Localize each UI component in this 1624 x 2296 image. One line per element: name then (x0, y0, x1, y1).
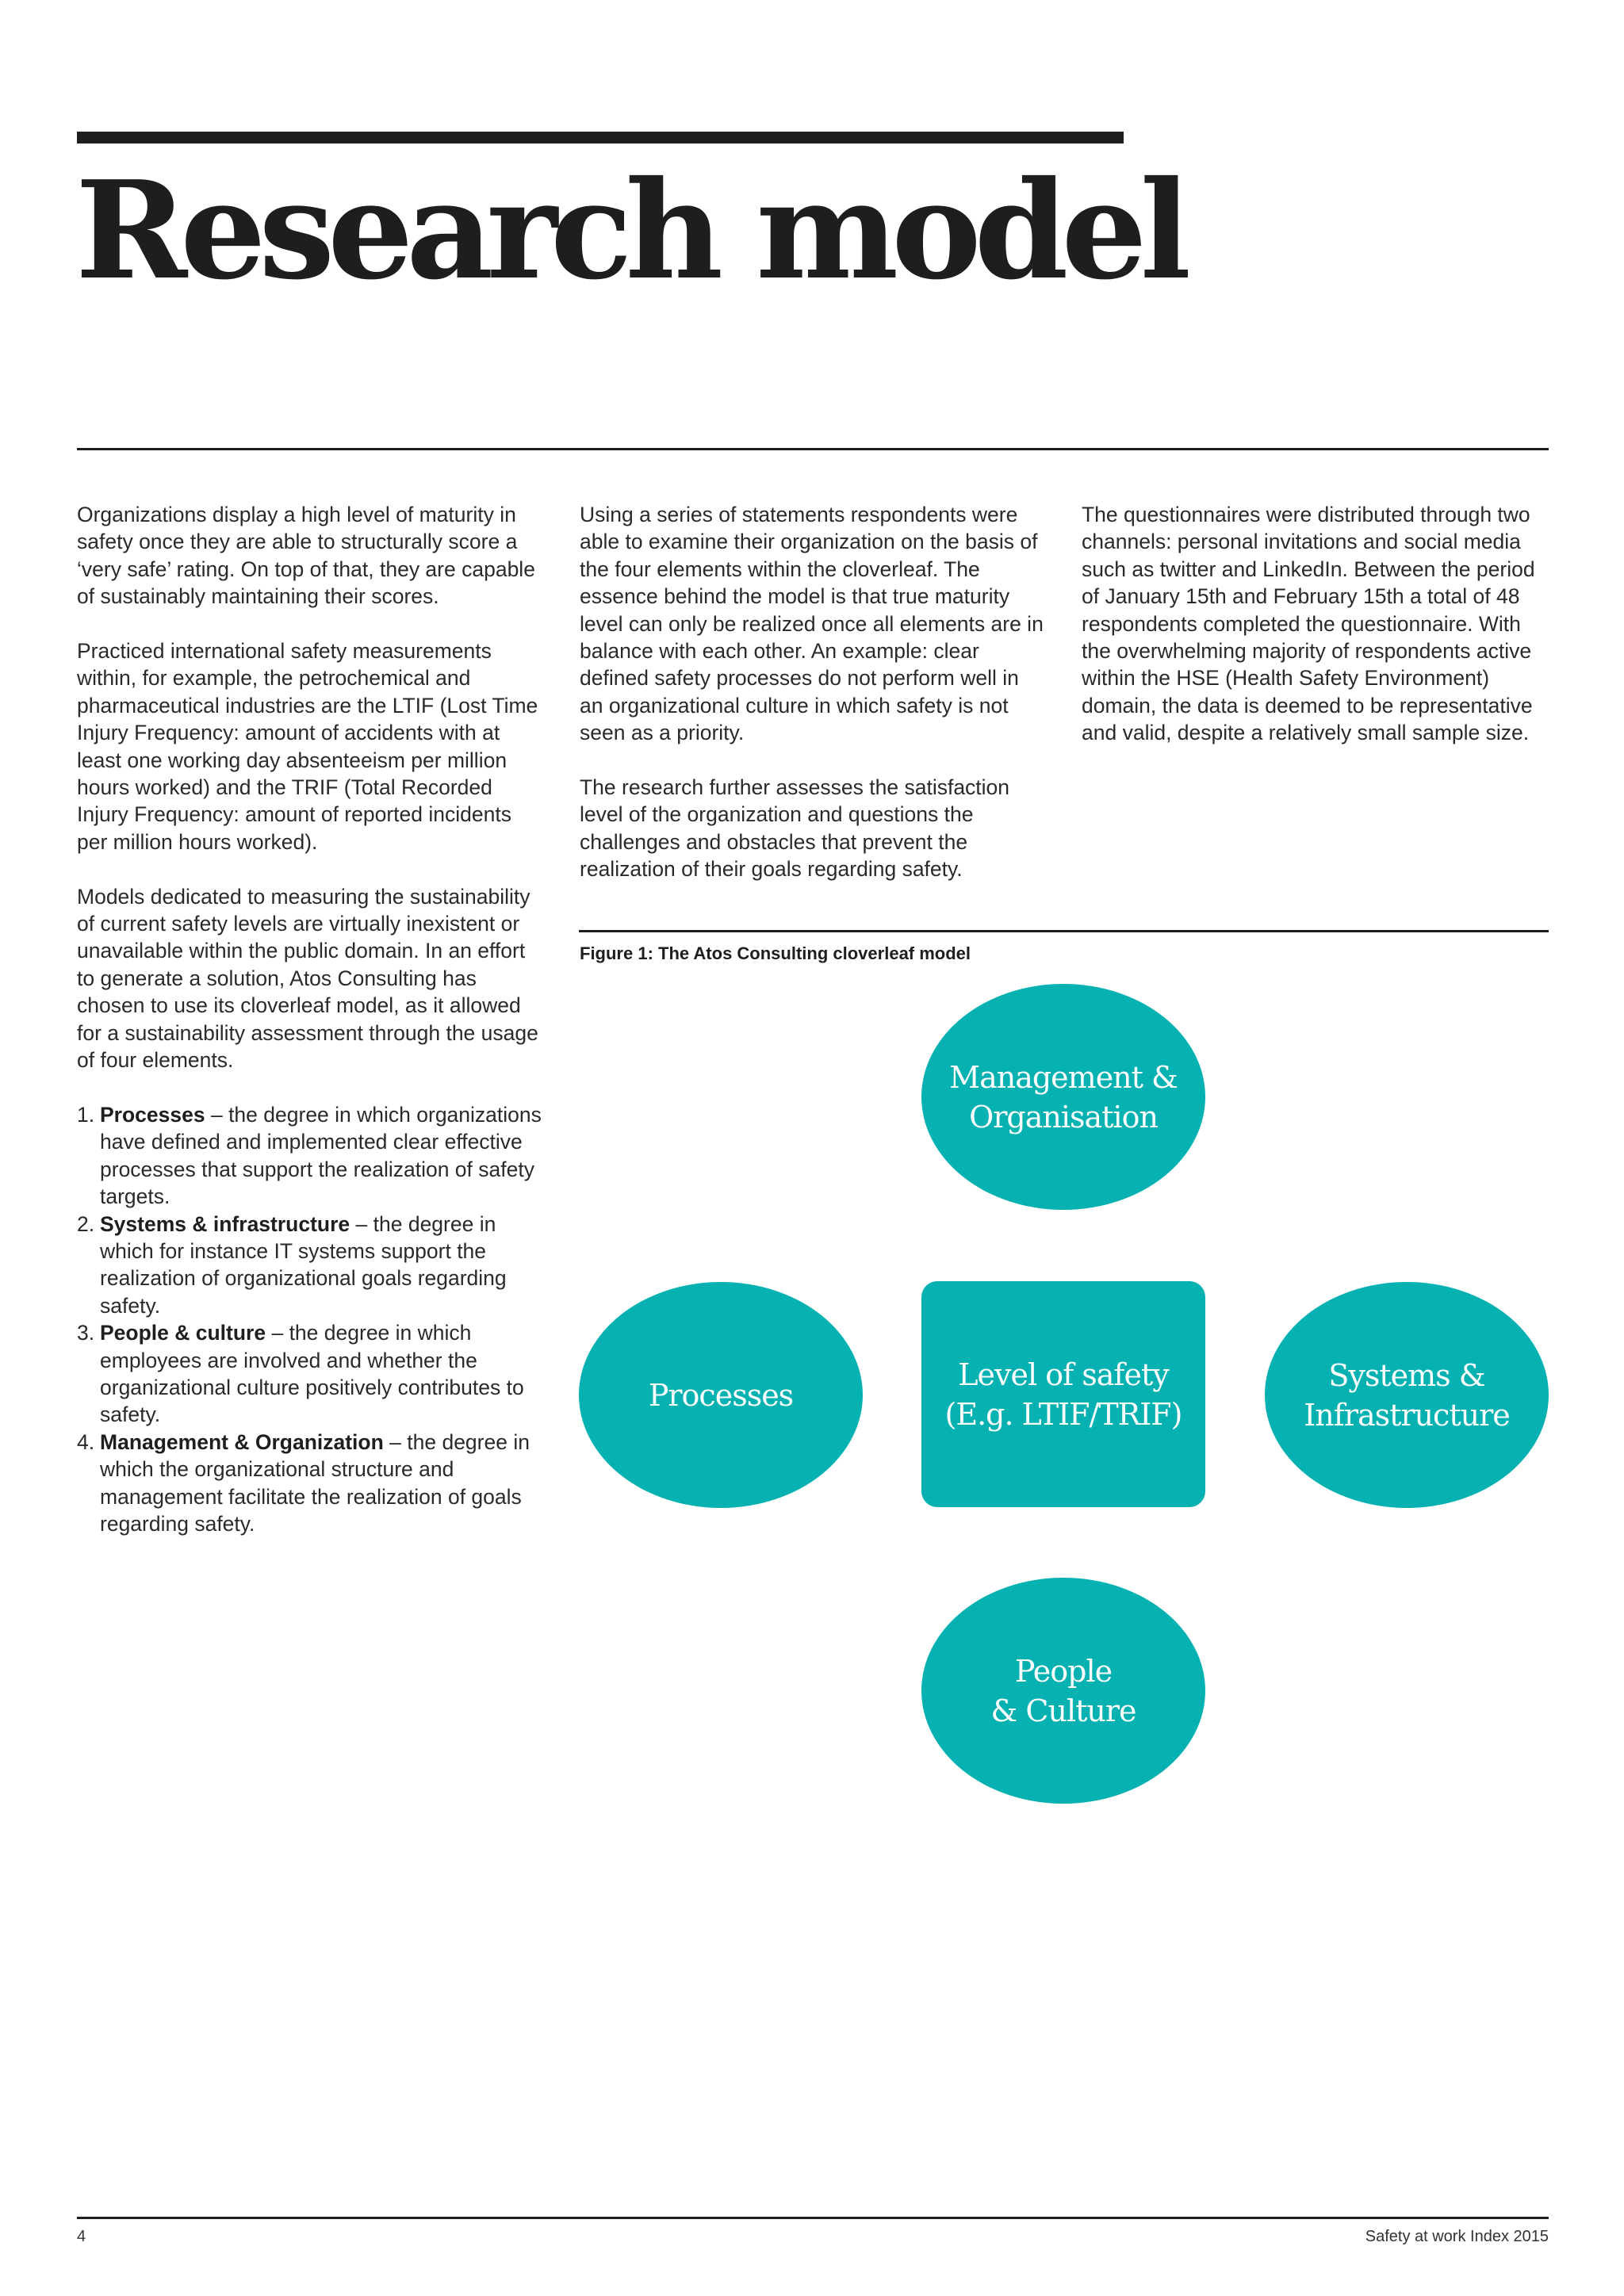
list-number: 3. (77, 1321, 95, 1345)
node-label: People (1014, 1653, 1113, 1689)
text-column-3 (1082, 501, 1549, 774)
list-number: 2. (77, 1211, 95, 1236)
text-column-2 (580, 501, 1048, 910)
list-item (77, 1429, 545, 1538)
list-term: People & culture (100, 1321, 266, 1345)
page-number: 4 (77, 2228, 86, 2245)
list-term: Management & Organization (100, 1429, 384, 1454)
paragraph: Using a series of statements respondents were able to examine their organization on the basis of the four elements within the cloverleaf. The essence behind the model is that true maturity level can only be realized once all elements are in balance with each other. An example: clear defined safety processes do not perform well in an organizational culture in which safety is not seen as a priority. (580, 503, 1044, 745)
list-number: 4. (77, 1429, 95, 1454)
node-label: (E.g. LTIF/TRIF) (944, 1396, 1182, 1432)
text-column-1 (77, 501, 545, 1537)
list-text: – the degree in which for instance IT systems support the realization of organizational goals regarding safety. (100, 1211, 507, 1318)
list-text: – the degree in which organizations have defined and implemented clear effective processes that support the realization of safety targets. (100, 1102, 542, 1209)
node-label: Level of safety (958, 1357, 1169, 1392)
list-text: – the degree in which employees are involved and whether the organizational culture positively contributes to safety. (100, 1321, 524, 1427)
page-title: Research model (75, 151, 1185, 310)
paragraph: The questionnaires were distributed through two channels: personal invitations and social media such as twitter and LinkedIn. Between the period of January 15th and February 15th a total of 48 respondents completed the questionnaire. With the overwhelming majority of respondents active within the HSE (Health Safety Environment) domain, the data is deemed to be representative and valid, despite a relatively small sample size. (1082, 503, 1535, 745)
list-text: – the degree in which the organizational structure and management facilitate the realization of goals regarding safety. (100, 1429, 530, 1536)
cloverleaf-node-processes (579, 1282, 863, 1508)
cloverleaf-core-level-of-safety (921, 1281, 1205, 1507)
list-item (77, 1319, 545, 1429)
cloverleaf-node-systems (1265, 1282, 1549, 1508)
publication-name: Safety at work Index 2015 (1365, 2228, 1549, 2245)
list-term: Processes (100, 1102, 205, 1127)
list-term: Systems & infrastructure (100, 1211, 350, 1236)
elements-list (77, 1101, 545, 1538)
section-divider (77, 448, 1549, 450)
list-number: 1. (77, 1102, 95, 1127)
list-item (77, 1101, 545, 1211)
paragraph: Models dedicated to measuring the sustainability of current safety levels are virtually inexistent or unavailable within the public domain. In an effort to generate a solution, Atos Consulting has chosen to use its cloverleaf model, as it allowed for a sustainability assessment through the usage of four elements. (77, 884, 538, 1073)
footer-divider (77, 2217, 1549, 2219)
node-label: & Culture (990, 1693, 1136, 1728)
figure-divider (579, 930, 1549, 932)
cloverleaf-node-management (921, 984, 1205, 1210)
paragraph: Organizations display a high level of maturity in safety once they are able to structurally score a ‘very safe’ rating. On top of that, they are capable of sustainably maintaining their scores. (77, 503, 535, 609)
list-item (77, 1211, 545, 1320)
cloverleaf-node-people (921, 1578, 1205, 1804)
node-label: Infrastructure (1304, 1397, 1510, 1433)
node-label: Organisation (969, 1099, 1158, 1135)
paragraph: Practiced international safety measurements within, for example, the petrochemical and pharmaceutical industries are the LTIF (Lost Time Injury Frequency: amount of accidents with at least one working day absenteeism per million hours worked) and the TRIF (Total Recorded Injury Frequency: amount of reported incidents per million hours worked). (77, 639, 538, 854)
title-bar (77, 132, 1124, 144)
paragraph: The research further assesses the satisfaction level of the organization and questions the challenges and obstacles that prevent the realization of their goals regarding safety. (580, 775, 1010, 882)
node-label: Management & (949, 1059, 1178, 1095)
node-label: Systems & (1328, 1357, 1485, 1393)
node-label: Processes (648, 1377, 794, 1413)
figure-caption: Figure 1: The Atos Consulting cloverleaf model (580, 943, 971, 963)
